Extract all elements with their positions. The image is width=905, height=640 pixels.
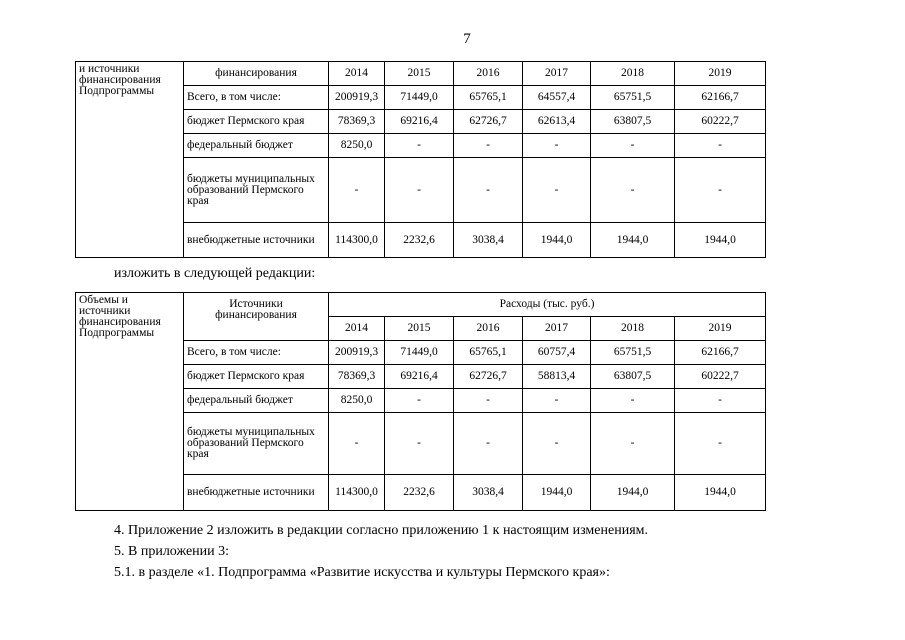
value-cell: 65765,1 [454, 341, 523, 365]
value-cell: 2232,6 [385, 475, 454, 511]
value-cell: - [675, 134, 766, 158]
source-cell: бюджет Пермского края [184, 110, 329, 134]
value-cell: - [523, 158, 591, 223]
value-cell: 69216,4 [385, 365, 454, 389]
value-cell: 3038,4 [454, 223, 523, 258]
value-cell: 62166,7 [675, 341, 766, 365]
value-cell: - [454, 158, 523, 223]
value-cell: 2232,6 [385, 223, 454, 258]
financing-table-new [75, 292, 766, 511]
value-cell: 65751,5 [591, 86, 675, 110]
expenses-header-cell: Расходы (тыс. руб.) [329, 293, 766, 317]
year-header-cell: 2017 [523, 62, 591, 86]
value-cell: 8250,0 [329, 134, 385, 158]
source-cell: бюджет Пермского края [184, 365, 329, 389]
year-header-cell: 2014 [329, 317, 385, 341]
value-cell: 62726,7 [454, 365, 523, 389]
paragraph-5-1: 5.1. в разделе «1. Подпрограмма «Развитие искусства и культуры Пермского края»: [114, 565, 610, 580]
value-cell: 78369,3 [329, 110, 385, 134]
year-header-cell: 2014 [329, 62, 385, 86]
year-header-cell: 2017 [523, 317, 591, 341]
value-cell: 60222,7 [675, 365, 766, 389]
value-cell: 200919,3 [329, 86, 385, 110]
year-header-cell: 2016 [454, 62, 523, 86]
value-cell: 64557,4 [523, 86, 591, 110]
value-cell: 1944,0 [591, 223, 675, 258]
value-cell: - [385, 134, 454, 158]
source-header-cell: Источники финансирования [184, 293, 329, 341]
edit-instruction-paragraph: изложить в следующей редакции: [114, 266, 316, 281]
value-cell: - [329, 413, 385, 475]
year-header-cell: 2018 [591, 62, 675, 86]
year-header-cell: 2015 [385, 62, 454, 86]
value-cell: - [675, 413, 766, 475]
value-cell: 60757,4 [523, 341, 591, 365]
value-cell: 65751,5 [591, 341, 675, 365]
financing-table-old [75, 61, 766, 258]
source-cell: бюджеты муниципальных образований Пермского края [184, 158, 329, 223]
year-header-cell: 2015 [385, 317, 454, 341]
source-header-cell: финансирования [184, 62, 329, 86]
value-cell: 63807,5 [591, 110, 675, 134]
value-cell: - [591, 389, 675, 413]
value-cell: 63807,5 [591, 365, 675, 389]
value-cell: - [385, 413, 454, 475]
value-cell: - [591, 413, 675, 475]
paragraph-4: 4. Приложение 2 изложить в редакции согласно приложению 1 к настоящим изменениям. [114, 523, 648, 538]
value-cell: - [454, 413, 523, 475]
value-cell: - [385, 158, 454, 223]
value-cell: 62613,4 [523, 110, 591, 134]
value-cell: - [591, 134, 675, 158]
value-cell: 69216,4 [385, 110, 454, 134]
value-cell: 114300,0 [329, 223, 385, 258]
source-cell: федеральный бюджет [184, 134, 329, 158]
year-header-cell: 2019 [675, 62, 766, 86]
value-cell: 1944,0 [675, 223, 766, 258]
value-cell: 114300,0 [329, 475, 385, 511]
value-cell: 1944,0 [675, 475, 766, 511]
subprogram-label-cell: и источники финансирования Подпрограммы [76, 62, 184, 258]
subprogram-label-cell: Объемы и источники финансирования Подпрограммы [76, 293, 184, 511]
source-cell: Всего, в том числе: [184, 341, 329, 365]
value-cell: - [591, 158, 675, 223]
value-cell: - [523, 413, 591, 475]
source-cell: Всего, в том числе: [184, 86, 329, 110]
value-cell: - [523, 134, 591, 158]
value-cell: 1944,0 [523, 475, 591, 511]
page-number: 7 [463, 31, 471, 47]
source-cell: федеральный бюджет [184, 389, 329, 413]
year-header-cell: 2018 [591, 317, 675, 341]
value-cell: - [385, 389, 454, 413]
value-cell: - [675, 389, 766, 413]
value-cell: 60222,7 [675, 110, 766, 134]
year-header-cell: 2016 [454, 317, 523, 341]
value-cell: - [454, 389, 523, 413]
value-cell: 200919,3 [329, 341, 385, 365]
value-cell: 71449,0 [385, 86, 454, 110]
value-cell: - [675, 158, 766, 223]
year-header-cell: 2019 [675, 317, 766, 341]
source-cell: внебюджетные источники [184, 475, 329, 511]
value-cell: - [329, 158, 385, 223]
value-cell: 65765,1 [454, 86, 523, 110]
value-cell: 3038,4 [454, 475, 523, 511]
value-cell: 62726,7 [454, 110, 523, 134]
value-cell: 71449,0 [385, 341, 454, 365]
value-cell: 1944,0 [591, 475, 675, 511]
value-cell: - [523, 389, 591, 413]
value-cell: 58813,4 [523, 365, 591, 389]
value-cell: 1944,0 [523, 223, 591, 258]
value-cell: 62166,7 [675, 86, 766, 110]
value-cell: 8250,0 [329, 389, 385, 413]
value-cell: 78369,3 [329, 365, 385, 389]
source-cell: внебюджетные источники [184, 223, 329, 258]
value-cell: - [454, 134, 523, 158]
source-cell: бюджеты муниципальных образований Пермского края [184, 413, 329, 475]
paragraph-5: 5. В приложении 3: [114, 544, 230, 559]
